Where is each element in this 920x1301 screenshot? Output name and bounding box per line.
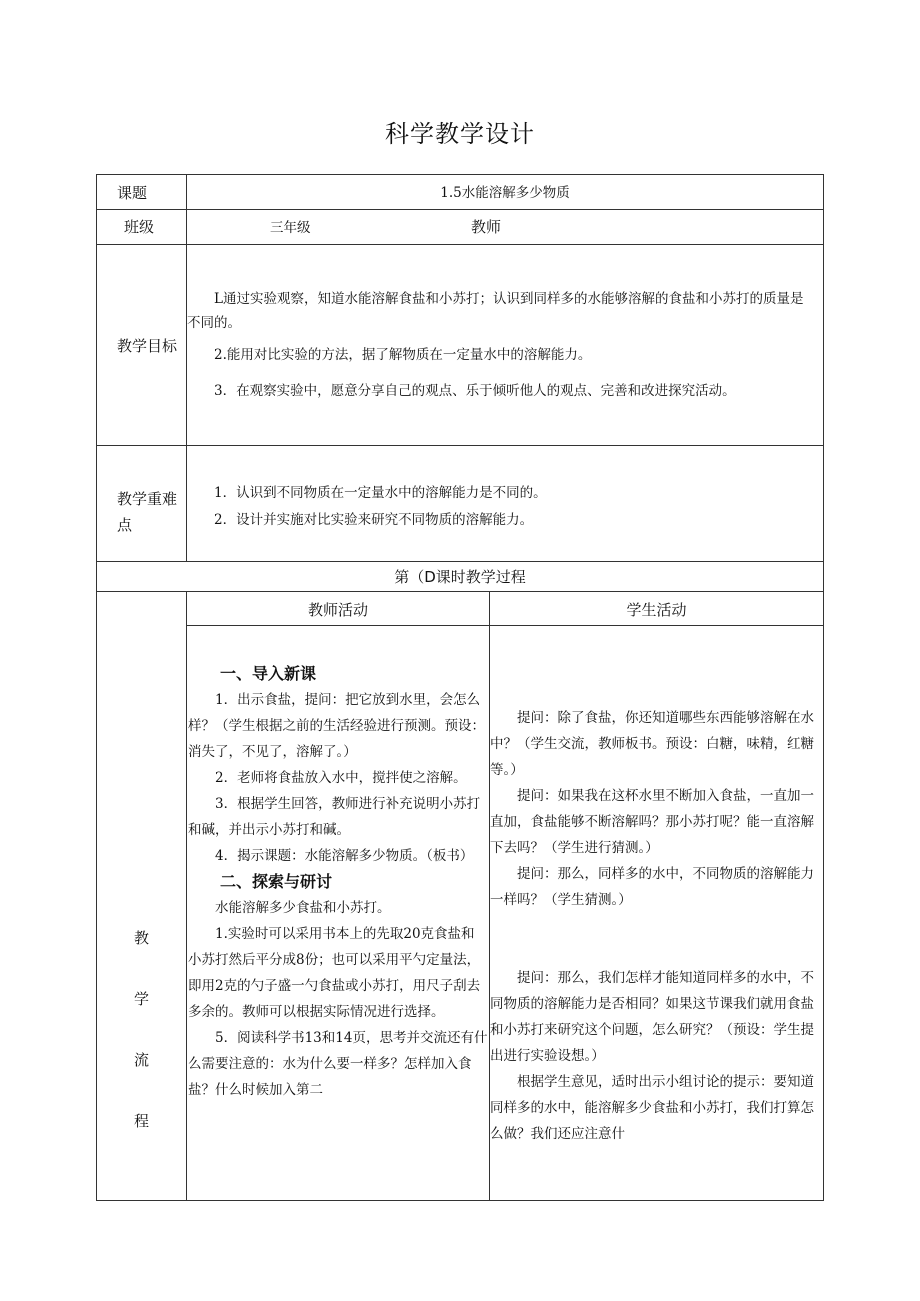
student-step: 提问：如果我在这杯水里不断加入食盐，一直加一直加，食盐能够不断溶解吗？那小苏打呢？能一直溶解下去吗？（学生进行猜测。） — [490, 788, 814, 856]
objective-item: L通过实验观察，知道水能溶解食盐和小苏打；认识到同样多的水能够溶解的食盐和小苏打的质量是不同的。 — [187, 291, 804, 331]
student-step: 提问：除了食盐，你还知道哪些东西能够溶解在水中？（学生交流，教师板书。预设：白糖，味精，红糖等。） — [490, 710, 814, 778]
subject-label: 课题 — [117, 184, 148, 202]
process-side-label — [97, 908, 186, 1152]
subject-value: 1.5水能溶解多少物质 — [440, 185, 570, 201]
row-divider — [97, 445, 823, 446]
teacher-step: 1．出示食盐，提问：把它放到水里，会怎么样？（学生根据之前的生活经验进行预测。预设：消失了，不见了，溶解了。） — [188, 692, 485, 760]
objectives-label: 教学目标 — [117, 337, 178, 355]
student-step: 提问：那么，我们怎样才能知道同样多的水中，不同物质的溶解能力是否相同？如果这节课我们就用食盐和小苏打来研究这个问题，怎么研究？（预设：学生提出进行实验设想。） — [490, 970, 814, 1064]
row-divider — [97, 591, 823, 592]
teacher-activity-header: 教师活动 — [307, 601, 368, 619]
teacher-step: 5．阅读科学书13和14页，思考并交流还有什么需要注意的：水为什么要一样多？怎样加入食盐？什么时候加入第二 — [188, 1030, 488, 1098]
row-divider — [97, 244, 823, 245]
page-title: 科学教学设计 — [385, 120, 535, 148]
side-label-char: 程 — [133, 1112, 149, 1130]
side-label-char: 学 — [133, 990, 149, 1008]
student-activity-header: 学生活动 — [626, 601, 687, 619]
row-divider — [97, 561, 823, 562]
keypoint-item: 1．认识到不同物质在一定量水中的溶解能力是不同的。 — [214, 485, 547, 501]
class-value: 三年级 — [270, 220, 311, 236]
col-divider — [186, 591, 187, 1200]
keypoints-label — [117, 486, 177, 538]
objectives-content — [187, 287, 809, 403]
teacher-activities — [188, 661, 488, 1103]
teacher-label: 教师 — [471, 218, 502, 236]
row-divider — [186, 625, 823, 626]
side-label-char: 教 — [133, 929, 149, 947]
keypoint-item: 2．设计并实施对比实验来研究不同物质的溶解能力。 — [214, 512, 534, 528]
process-banner: 第（D课时教学过程 — [394, 568, 526, 586]
side-label-char: 流 — [133, 1051, 149, 1069]
class-label: 班级 — [124, 218, 155, 236]
teacher-step: 1.实验时可以采用书本上的先取20克食盐和小苏打然后平分成8份；也可以采用平勺定量法，即用2克的勺子盛一勺食盐或小苏打，用尺子刮去多余的。教师可以根据实际情况进行选择。 — [188, 926, 481, 1020]
teacher-step: 2．老师将食盐放入水中，搅拌使之溶解。 — [215, 770, 467, 786]
teacher-step: 3．根据学生回答，教师进行补充说明小苏打和碱，并出示小苏打和碱。 — [188, 796, 481, 838]
objective-item: 2.能用对比实验的方法，据了解物质在一定量水中的溶解能力。 — [214, 347, 592, 363]
keypoints-label-line: 点 — [117, 516, 133, 534]
student-step: 提问：那么，同样多的水中，不同物质的溶解能力一样吗？（学生猜测。） — [490, 866, 814, 908]
teacher-step: 水能溶解多少食盐和小苏打。 — [215, 900, 391, 916]
teacher-step: 4．揭示课题：水能溶解多少物质。（板书） — [215, 848, 474, 864]
keypoints-content — [187, 480, 809, 534]
section-heading: 二、探索与研讨 — [220, 872, 333, 891]
objective-item: 3．在观察实验中，愿意分享自己的观点、乐于倾听他人的观点、完善和改进探究活动。 — [214, 383, 736, 399]
keypoints-label-line: 教学重难 — [117, 490, 178, 508]
row-divider — [97, 209, 823, 210]
student-activities — [490, 705, 821, 1147]
lesson-plan-table — [96, 174, 824, 1201]
section-heading: 一、导入新课 — [220, 664, 317, 683]
student-step: 根据学生意见，适时出示小组讨论的提示：要知道同样多的水中，能溶解多少食盐和小苏打，我们打算怎么做？我们还应注意什 — [490, 1074, 814, 1142]
